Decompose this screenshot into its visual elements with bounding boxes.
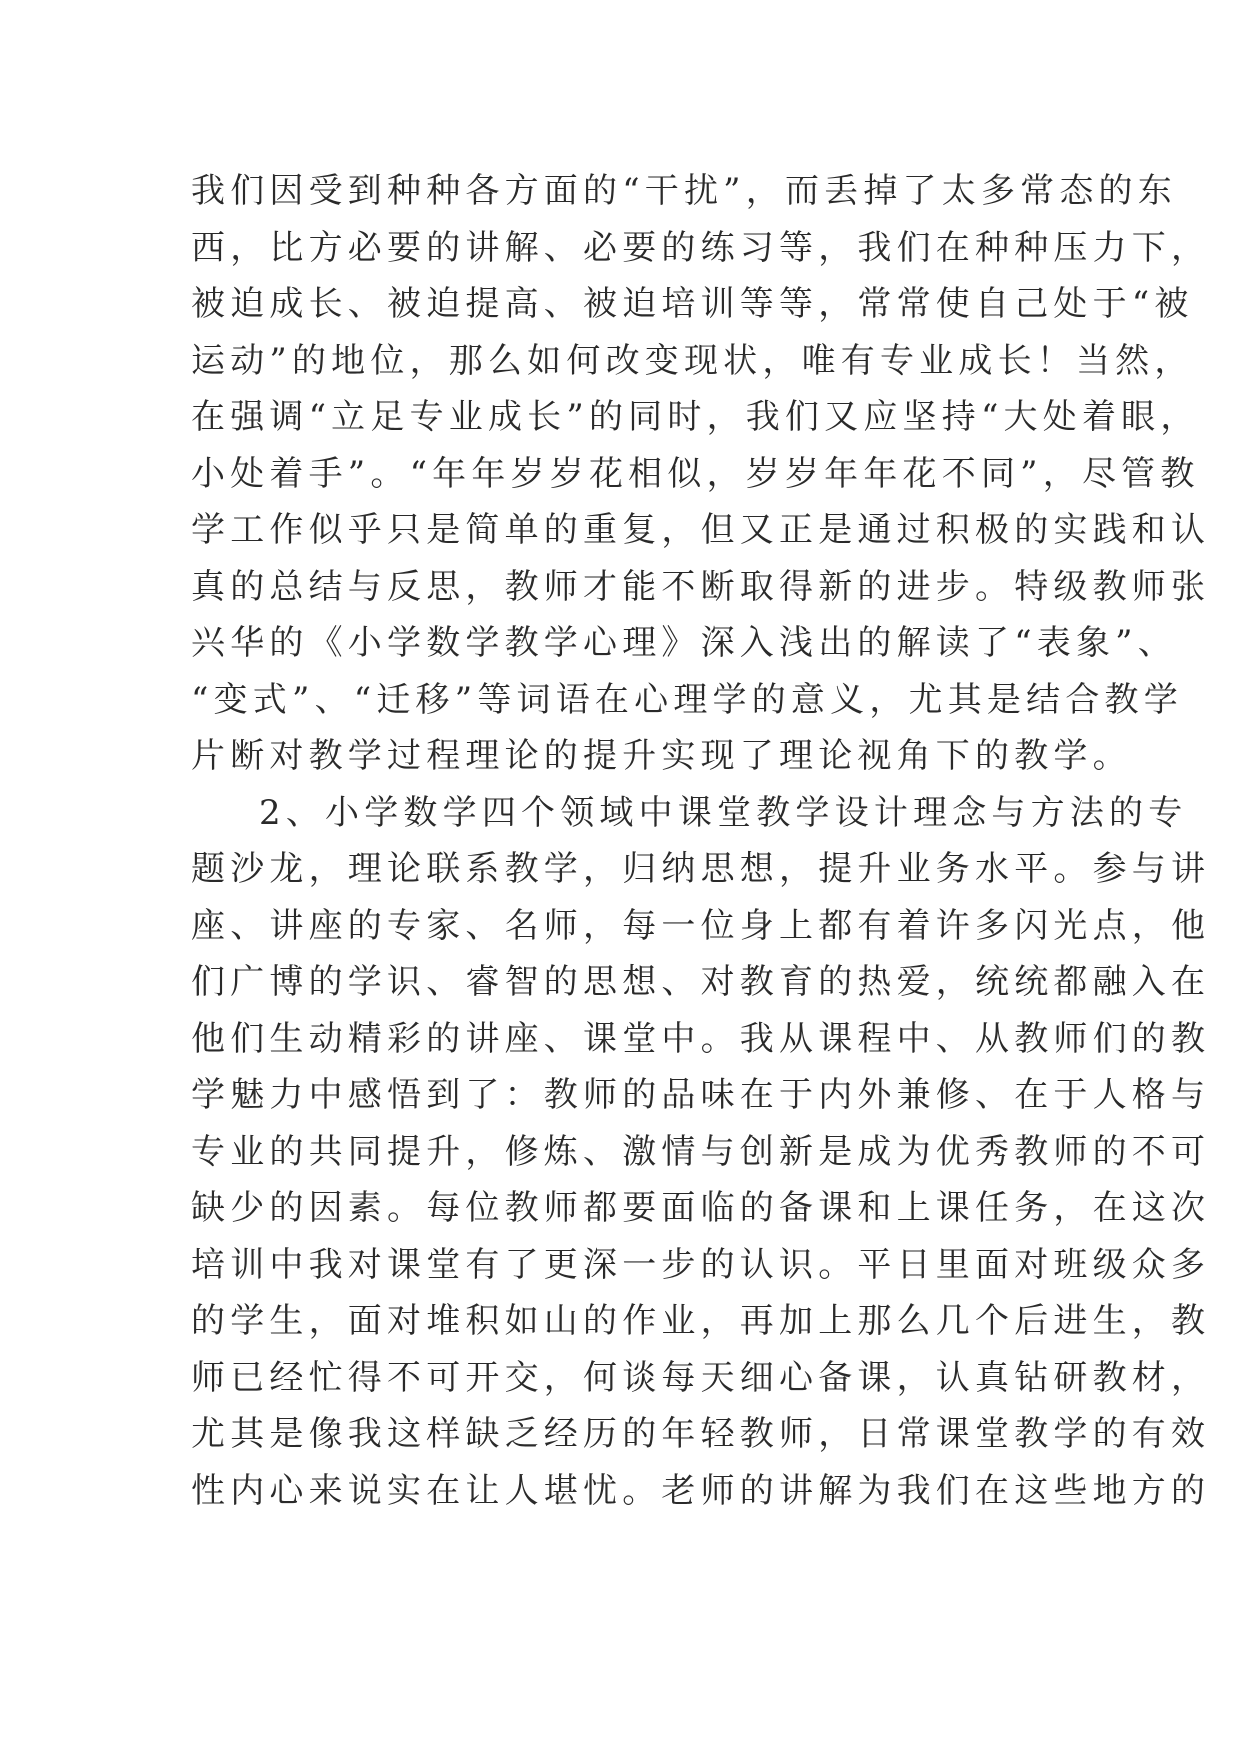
text-line: 他们生动精彩的讲座、课堂中。我从课程中、从教师们的教 — [191, 1018, 1211, 1059]
paragraph-start-line: 2、小学数学四个领域中课堂教学设计理念与方法的专 — [259, 792, 1188, 833]
text-line: 兴华的《小学数学教学心理》深入浅出的解读了“表象”、 — [191, 623, 1177, 663]
text-line: 师已经忙得不可开交，何谈每天细心备课，认真钻研教材， — [191, 1357, 1211, 1398]
text-line: 座、讲座的专家、名师，每一位身上都有着许多闪光点，他 — [191, 905, 1211, 946]
text-line: 我们因受到种种各方面的“干扰”，而丢掉了太多常态的东 — [191, 171, 1177, 211]
text-line: “变式”、“迁移”等词语在心理学的意义，尤其是结合教学 — [191, 679, 1183, 720]
text-line: 性内心来说实在让人堪忧。老师的讲解为我们在这些地方的 — [191, 1470, 1211, 1511]
text-line: 在强调“立足专业成长”的同时，我们又应坚持“大处着眼， — [191, 397, 1200, 437]
text-line: 题沙龙，理论联系教学，归纳思想，提升业务水平。参与讲 — [191, 849, 1211, 889]
text-line: 培训中我对课堂有了更深一步的认识。平日里面对班级众多 — [191, 1244, 1211, 1285]
text-line: 被迫成长、被迫提高、被迫培训等等，常常使自己处于“被 — [191, 284, 1194, 324]
body-text — [191, 163, 1211, 1519]
text-line: 学魅力中感悟到了：教师的品味在于内外兼修、在于人格与 — [191, 1075, 1211, 1115]
text-line: 真的总结与反思，教师才能不断取得新的进步。特级教师张 — [191, 566, 1211, 607]
text-line: 们广博的学识、睿智的思想、对教育的热爱，统统都融入在 — [191, 962, 1211, 1002]
text-line: 小处着手”。“年年岁岁花相似，岁岁年年花不同”，尽管教 — [191, 453, 1200, 494]
text-line: 西，比方必要的讲解、必要的练习等，我们在种种压力下， — [191, 227, 1211, 268]
text-line: 运动”的地位，那么如何改变现状，唯有专业成长！当然， — [191, 340, 1194, 381]
text-line: 缺少的因素。每位教师都要面临的备课和上课任务，在这次 — [191, 1188, 1211, 1228]
text-line: 学工作似乎只是简单的重复，但又正是通过积极的实践和认 — [191, 510, 1211, 550]
paragraph-end-line: 片断对教学过程理论的提升实现了理论视角下的教学。 — [191, 736, 1132, 776]
text-line: 专业的共同提升，修炼、激情与创新是成为优秀教师的不可 — [191, 1131, 1211, 1172]
text-line: 的学生，面对堆积如山的作业，再加上那么几个后进生，教 — [191, 1301, 1211, 1341]
text-line: 尤其是像我这样缺乏经历的年轻教师，日常课堂教学的有效 — [191, 1414, 1211, 1454]
